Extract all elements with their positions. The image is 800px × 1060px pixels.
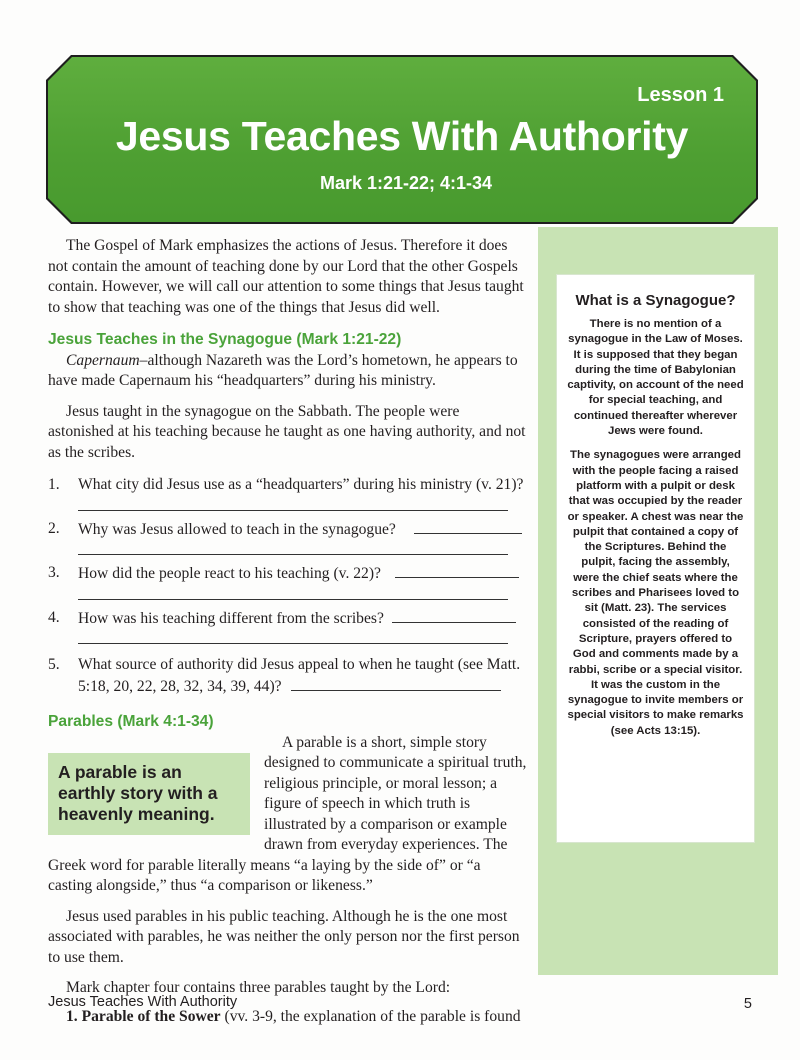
intro-paragraph: The Gospel of Mark emphasizes the actions of Jesus. Therefore it does not contain the amount of teaching done by our Lord that the other Gospels contain. However, we will call our attention to some things that Jesus taught to show that teaching was one of the things that Jesus did well. [48,237,524,316]
question-text: Why was Jesus allowed to teach in the synagogue? [78,520,396,538]
sidebar-title: What is a Synagogue? [575,292,736,309]
sidebar-paragraph: There is no mention of a synagogue in the Law of Moses. It is supposed that they began during the time of Babylonian captivity, on account of the need for special teaching, and continued thereafter wherever Jews were found. [567,318,744,438]
scripture-reference: Mark 1:21-22; 4:1-34 [319,173,493,193]
question-number: 4. [48,608,60,626]
question-text: What source of authority did Jesus appeal to when he taught (see Matt. 5:18, 20, 22, 28, 32, 34, 39, 44)? [78,656,521,695]
parable-definition: A parable is a short, simple story designed to communicate a spiritual truth, religious principle, or moral lesson; a figure of speech in which truth is illustrated by a comparison or example drawn from everyday experiences. The Greek word for parable literally means “a laying by the side of” or “a casting alongside,” thus “a comparison or likeness.” [48,733,527,894]
question-1 [48,475,528,496]
page-title: Jesus Teaches With Authority [115,113,689,159]
main-content [48,236,528,1027]
question-number: 2. [48,519,60,537]
question-text: What city did Jesus use as a “headquarters” during his ministry (v. 21)? [78,476,524,493]
answer-line[interactable] [78,540,508,555]
capernaum-text: –although Nazareth was the Lord’s hometown, he appears to have made Capernaum his “headquarters” during his ministry. [48,351,518,389]
parable-item-title: 1. Parable of the Sower [66,1007,221,1025]
chapter-four-paragraph: Mark chapter four contains three parables taught by the Lord: [66,979,451,996]
capernaum-paragraph [48,351,528,392]
answer-line[interactable] [78,496,508,511]
answer-line[interactable] [78,585,508,600]
question-number: 1. [48,476,60,493]
parable-item-text: (vv. 3-9, the explanation of the parable is found [220,1007,521,1025]
answer-blank[interactable] [395,563,519,578]
question-number: 5. [48,656,60,673]
answer-blank[interactable] [291,676,501,691]
question-5 [48,654,528,698]
pullquote-box: A parable is an earthly story with a heavenly meaning. [48,753,250,835]
question-text: How was his teaching different from the scribes? [78,609,384,627]
parables-usage-paragraph: Jesus used parables in his public teaching. Although he is the one most associated with parables, he was neither the only person nor the first person to use them. [48,907,520,966]
question-4 [48,608,528,630]
section-heading: Jesus Teaches in the Synagogue (Mark 1:21-22) [48,331,402,348]
footer-title: Jesus Teaches With Authority [48,994,238,1010]
section-heading: Parables (Mark 4:1-34) [48,713,214,730]
lesson-label: Lesson 1 [637,84,724,106]
answer-blank[interactable] [392,608,516,623]
answer-blank[interactable] [414,519,522,534]
page-number: 5 [743,996,752,1012]
question-2 [48,519,528,541]
question-number: 3. [48,564,60,581]
question-text: How did the people react to his teaching (v. 22)? [78,565,381,582]
sidebar-paragraph: The synagogues were arranged with the people facing a raised platform with a pulpit or desk that was occupied by the reader or speaker. A chest was near the pulpit that contained a copy of the Scriptures. Behind the pulpit, facing the assembly, were the chief seats where the scribes and Pharisees loved to sit (Matt. 23). The services consisted of the reading of Scripture, prayers offered to God and comments made by a rabbi, scribe or a special visitor. It was the custom in the synagogue to invite members or special visitors to make remarks (see Acts 13:15). [567,449,744,737]
capernaum-term: Capernaum [66,351,140,369]
synagogue-paragraph: Jesus taught in the synagogue on the Sabbath. The people were astonished at his teaching because he taught as one having authority, and not as the scribes. [48,402,526,461]
question-3 [48,563,528,585]
sidebar-box [556,274,755,843]
answer-line[interactable] [78,629,508,644]
